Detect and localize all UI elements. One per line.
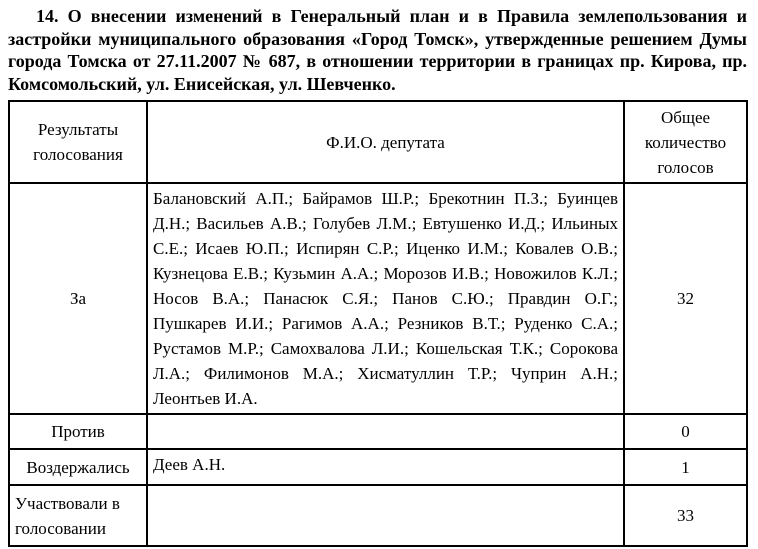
- vote-count-participated: 33: [624, 485, 747, 546]
- table-row-against: [9, 414, 747, 449]
- result-label-participated: Участвовали в голосовании: [9, 485, 147, 546]
- deputy-names-abstained: Деев А.Н.: [147, 449, 624, 485]
- vote-count-for: 32: [624, 183, 747, 414]
- col-header-voting-results: Результаты голосования: [9, 101, 147, 183]
- col-header-deputy-names: Ф.И.О. депутата: [147, 101, 624, 183]
- result-label-abstained: Воздержались: [9, 449, 147, 485]
- table-header-row: [9, 101, 747, 183]
- agenda-item-heading: 14. О внесении изменений в Генеральный план и в Правила землепользования и застройки муниципального образования «Город Томск», утвержденные решением Думы города Томска от 27.11.2007 № 687, в отношении территории в границах пр. Кирова, пр. Комсомольский, ул. Енисейская, ул. Шевченко.: [8, 6, 747, 94]
- table-row-for: [9, 183, 747, 414]
- voting-results-table: [8, 100, 748, 547]
- table-row-participated: [9, 485, 747, 546]
- deputy-names-for: Балановский А.П.; Байрамов Ш.Р.; Брекотнин П.З.; Буинцев Д.Н.; Васильев А.В.; Голубев Л.М.; Евтушенко И.Д.; Ильиных С.Е.; Исаев Ю.П.; Испирян С.Р.; Иценко И.М.; Ковалев О.В.; Кузнецова Е.В.; Кузьмин А.А.; Морозов И.В.; Новожилов К.Л.; Носов В.А.; Панасюк С.Я.; Панов С.Ю.; Правдин О.Г.; Пушкарев И.И.; Рагимов А.А.; Резников В.Т.; Руденко С.А.; Рустамов М.Р.; Самохвалова Л.И.; Кошельская Т.К.; Сорокова Л.А.; Филимонов М.А.; Хисматуллин Т.Р.; Чуприн А.Н.; Леонтьев И.А.: [147, 183, 624, 414]
- deputy-names-against: [147, 414, 624, 449]
- deputy-names-participated: [147, 485, 624, 546]
- vote-count-against: 0: [624, 414, 747, 449]
- table-row-abstained: [9, 449, 747, 485]
- vote-count-abstained: 1: [624, 449, 747, 485]
- result-label-for: За: [9, 183, 147, 414]
- result-label-against: Против: [9, 414, 147, 449]
- col-header-total-votes: Общее количество голосов: [624, 101, 747, 183]
